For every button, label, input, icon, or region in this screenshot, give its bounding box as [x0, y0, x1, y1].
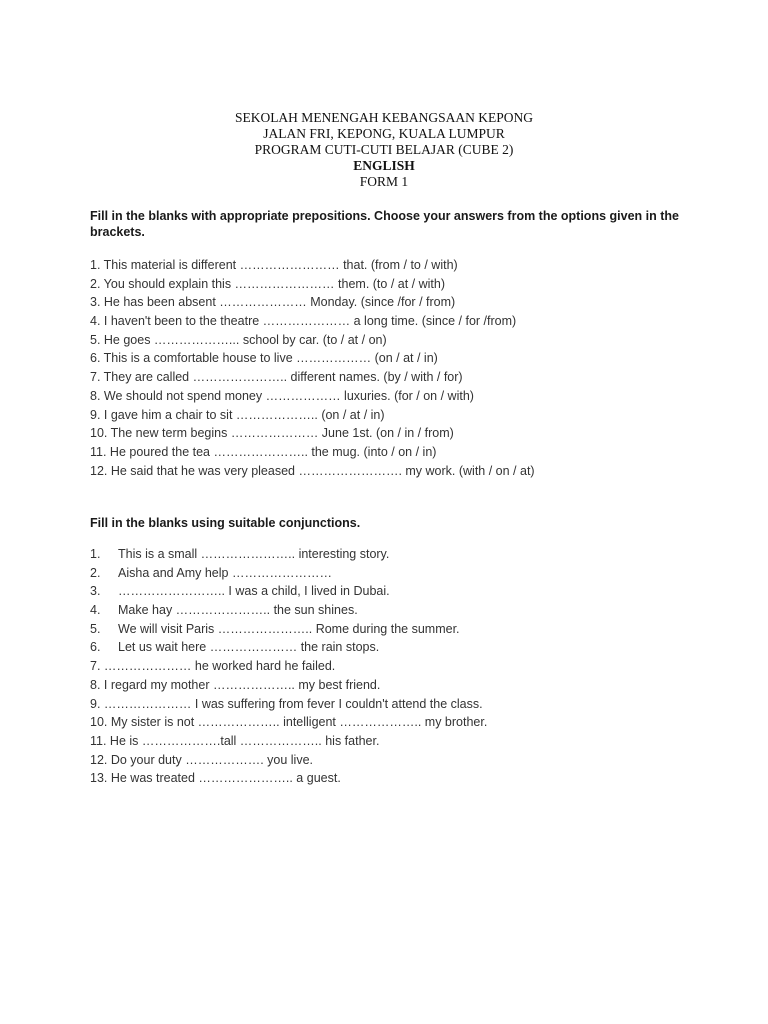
list-item — [90, 582, 710, 601]
item-text: Let us wait here ………………… the rain stops. — [118, 640, 380, 655]
item-text: …………………….. I was a child, I lived in Dubai. — [118, 584, 390, 599]
form-level: FORM 1 — [359, 174, 409, 189]
conjunctions-instruction: Fill in the blanks using suitable conjunctions. — [90, 516, 361, 530]
list-item: 1. This material is different …………………… that. (from / to / with) — [90, 258, 458, 272]
list-item: 9. ………………… I was suffering from fever I couldn't attend the class. — [90, 696, 483, 711]
item-text: Aisha and Amy help …………………… — [118, 565, 332, 580]
list-item: 10. My sister is not ……………….. intelligent ……………….. my brother. — [90, 715, 488, 730]
list-item: 4. I haven't been to the theatre ………………… a long time. (since / for /from) — [90, 314, 517, 329]
list-item: 8. We should not spend money ……………… luxuries. (for / on / with) — [90, 388, 474, 403]
item-number: 3. — [90, 584, 101, 599]
list-item: 2. You should explain this …………………… them. (to / at / with) — [90, 276, 446, 291]
list-item: 10. The new term begins ………………… June 1st. (on / in / from) — [90, 426, 454, 441]
list-item: 7. They are called ………………….. different names. (by / with / for) — [90, 370, 463, 385]
list-item — [90, 620, 710, 639]
list-item: 11. He is ……………….tall ……………….. his father. — [90, 733, 380, 748]
list-item: 7. ………………… he worked hard he failed. — [90, 659, 336, 674]
document-header — [0, 110, 768, 190]
subject-title: ENGLISH — [353, 158, 415, 173]
list-item: 3. He has been absent ………………… Monday. (since /for / from) — [90, 295, 456, 310]
item-number: 5. — [90, 621, 101, 636]
list-item — [90, 564, 710, 583]
item-number: 6. — [90, 640, 101, 655]
list-item: 9. I gave him a chair to sit ……………….. (on / at / in) — [90, 407, 385, 422]
program-name: PROGRAM CUTI-CUTI BELAJAR (CUBE 2) — [254, 142, 514, 157]
conjunctions-list — [90, 545, 710, 788]
list-item: 8. I regard my mother ……………….. my best friend. — [90, 677, 381, 692]
list-item — [90, 638, 710, 657]
list-item: 13. He was treated ………………….. a guest. — [90, 771, 341, 786]
list-item: 6. This is a comfortable house to live ……………… (on / at / in) — [90, 351, 438, 366]
item-text: We will visit Paris ………………….. Rome during the summer. — [118, 621, 460, 636]
prepositions-instruction: Fill in the blanks with appropriate prepositions. Choose your answers from the options given in the brackets. — [90, 209, 679, 239]
item-number: 1. — [90, 547, 101, 561]
list-item — [90, 601, 710, 620]
item-text: Make hay ………………….. the sun shines. — [118, 603, 358, 618]
item-number: 2. — [90, 565, 101, 580]
list-item — [90, 545, 710, 564]
school-address: JALAN FRI, KEPONG, KUALA LUMPUR — [263, 126, 505, 141]
list-item: 12. He said that he was very pleased ……………………. my work. (with / on / at) — [90, 463, 535, 478]
item-number: 4. — [90, 603, 101, 618]
school-name: SEKOLAH MENENGAH KEBANGSAAN KEPONG — [234, 110, 534, 125]
list-item: 11. He poured the tea ………………….. the mug. (into / on / in) — [90, 444, 437, 459]
list-item: 5. He goes ………………... school by car. (to / at / on) — [90, 332, 387, 347]
list-item: 12. Do your duty ………………. you live. — [90, 752, 313, 767]
prepositions-list — [90, 256, 710, 480]
item-text: This is a small ………………….. interesting story. — [118, 547, 390, 561]
